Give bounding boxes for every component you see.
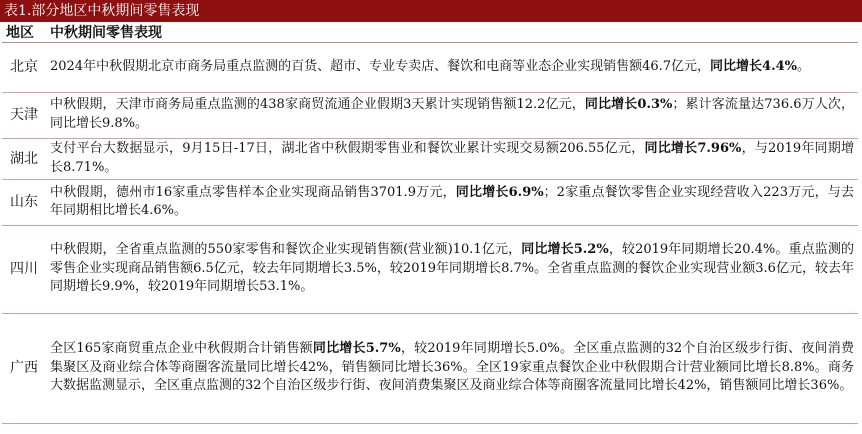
header-region: 地区 (2, 22, 46, 43)
table-row (2, 226, 858, 314)
table-row (2, 43, 858, 93)
table-title: 表1.部分地区中秋期间零售表现 (0, 0, 862, 22)
table-row (2, 314, 858, 424)
region-cell: 山东 (2, 180, 46, 226)
table-header-row (2, 22, 858, 43)
region-cell: 北京 (2, 43, 46, 93)
retail-table (2, 22, 858, 424)
content-cell: 全区165家商贸重点企业中秋假期合计销售额同比增长5.7%，较2019年同期增长5.0%。全区重点监测的32个自治区级步行街、夜间消费集聚区及商业综合体等商圈客流量同比增长42%，销售额同比增长36%。全区19家重点餐饮企业中秋假期合计营业额同比增长8.8%。商务大数据监测显示，全区重点监测的32个自治区级步行街、夜间消费集聚区及商业综合体等商圈客流量同比增长42%，销售额同比增长36%。 (46, 314, 858, 424)
region-cell: 天津 (2, 93, 46, 139)
table-row (2, 93, 858, 139)
header-content: 中秋期间零售表现 (46, 22, 858, 43)
content-cell: 2024年中秋假期北京市商务局重点监测的百货、超市、专业专卖店、餐饮和电商等业态企业实现销售额46.7亿元，同比增长4.4%。 (46, 43, 858, 93)
region-cell: 四川 (2, 226, 46, 314)
content-cell: 中秋假期，天津市商务局重点监测的438家商贸流通企业假期3天累计实现销售额12.2亿元，同比增长0.3%；累计客流量达736.6万人次，同比增长9.8%。 (46, 93, 858, 139)
table-row (2, 139, 858, 180)
region-cell: 广西 (2, 314, 46, 424)
content-cell: 中秋假期，全省重点监测的550家零售和餐饮企业实现销售额(营业额)10.1亿元，同比增长5.2%，较2019年同期增长20.4%。重点监测的零售企业实现商品销售额6.5亿元，较去年同期增长3.5%，较2019年同期增长8.7%。全省重点监测的餐饮企业实现营业额3.6亿元，较去年同期增长9.9%，较2019年同期增长53.1%。 (46, 226, 858, 314)
content-cell: 支付平台大数据显示，9月15日-17日，湖北省中秋假期零售业和餐饮业累计实现交易额206.55亿元，同比增长7.96%，与2019年同期增长8.71%。 (46, 139, 858, 180)
region-cell: 湖北 (2, 139, 46, 180)
table-row (2, 180, 858, 226)
content-cell: 中秋假期，德州市16家重点零售样本企业实现商品销售3701.9万元，同比增长6.9%；2家重点餐饮零售企业实现经营收入223万元，与去年同期相比增长4.6%。 (46, 180, 858, 226)
